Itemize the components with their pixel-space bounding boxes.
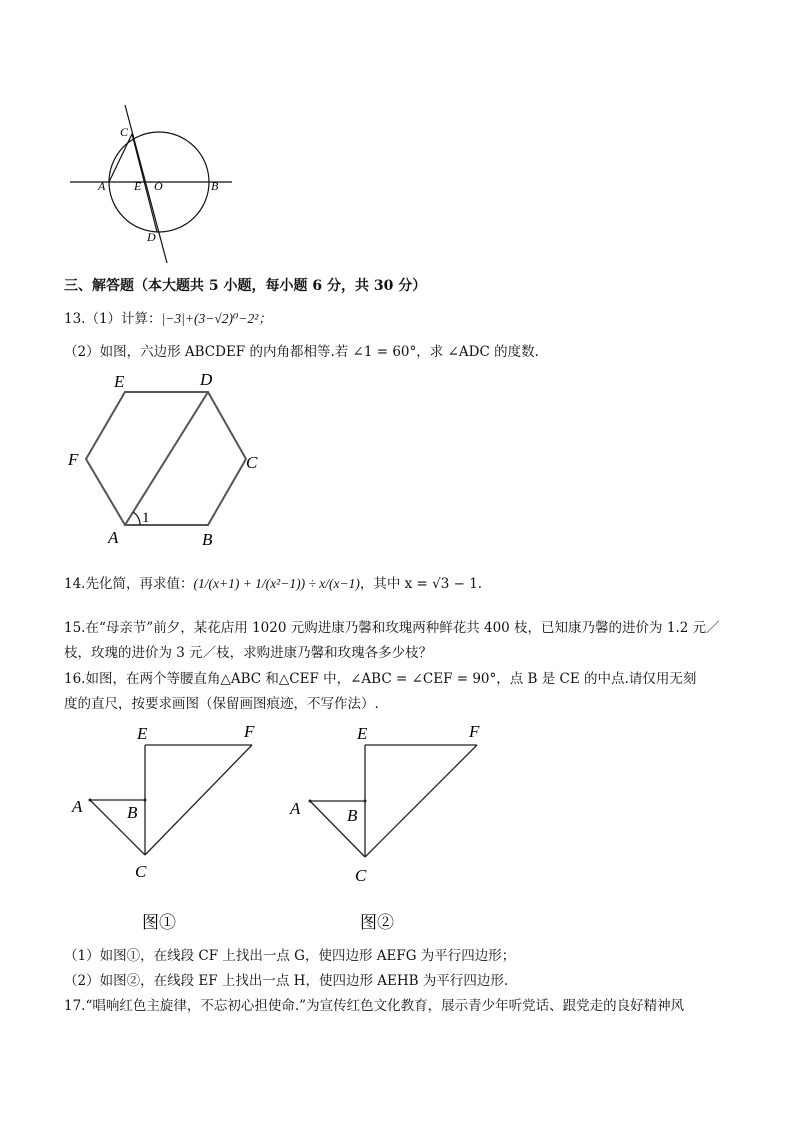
q13-part1-expr: |−3|+(3−√2)⁰−2²； [161,311,272,326]
label-a: A [108,528,119,547]
label-b: B [211,179,219,193]
q16-sub2: （2）如图②，在线段 EF 上找出一点 H，使四边形 AEHB 为平行四边形. [64,973,509,989]
q16-sub1: （1）如图①，在线段 CF 上找出一点 G，使四边形 AEFG 为平行四边形； [64,948,516,964]
q14-expr: (1/(x+1) + 1/(x²−1)) ÷ x/(x−1) [193,576,360,591]
q13-part1-prefix: 13.（1）计算： [64,311,162,327]
label-b: B [202,530,213,549]
q15-line1: 15.在“母亲节”前夕，某花店用 1020 元购进康乃馨和玫瑰两种鲜花共 400 枝，已知康乃馨的进价为 1.2 元／ [64,620,720,636]
dot-a [309,800,312,803]
label-b: B [347,806,358,825]
q16-line2: 度的直尺，按要求画图（保留画图痕迹，不写作法）. [64,696,379,712]
dot-b [144,799,147,802]
circle-figure [60,100,250,270]
q16-line1: 16.如图，在两个等腰直角△ABC 和△CEF 中，∠ABC = ∠CEF = 90°，点 B 是 CE 的中点.请仅用无刻 [64,671,697,687]
label-f: F [244,722,255,741]
label-e: E [134,179,142,193]
label-b: B [127,803,138,822]
label-a: A [72,797,83,816]
label-c: C [135,862,147,881]
dot-a [89,799,92,802]
q17-line1: 17.“唱响红色主旋律，不忘初心担使命.”为宣传红色文化教育，展示青少年听党话、跟党走的良好精神风 [64,998,685,1014]
label-e: E [357,724,368,743]
label-c: C [246,453,258,472]
label-f: F [68,450,79,469]
figure-2 [280,715,510,940]
segment-fc [145,745,252,855]
diagonal-ad [125,392,208,525]
figure-1 [60,715,290,940]
label-d: D [200,370,213,389]
q13-part1 [64,309,272,329]
caption-fig1: 图① [142,913,176,932]
q14-suffix: ，其中 x = √3 − 1. [359,576,483,592]
label-e: E [137,724,148,743]
q14 [64,574,482,594]
label-a: A [290,799,301,818]
q13-part2: （2）如图，六边形 ABCDEF 的内角都相等.若 ∠1 = 60°，求 ∠ADC 的度数. [64,344,539,360]
dot-b [364,800,367,803]
segment-ac [109,134,132,182]
label-angle-1: 1 [142,510,150,526]
label-e: E [114,372,125,391]
label-o: O [154,179,163,193]
label-c: C [120,125,129,139]
q15-line2: 枝，玫瑰的进价为 3 元／枝，求购进康乃馨和玫瑰各多少枝？ [64,645,433,661]
q14-prefix: 14.先化简，再求值： [64,576,194,592]
label-a: A [98,179,106,193]
label-d: D [147,230,156,244]
label-c: C [355,866,367,885]
label-f: F [469,722,480,741]
caption-fig2: 图② [360,913,394,932]
angle-1-arc [133,512,140,525]
section-heading: 三、解答题（本大题共 5 小题，每小题 6 分，共 30 分） [64,278,427,294]
segment-fc [365,745,477,857]
hexagon-figure [60,365,270,550]
